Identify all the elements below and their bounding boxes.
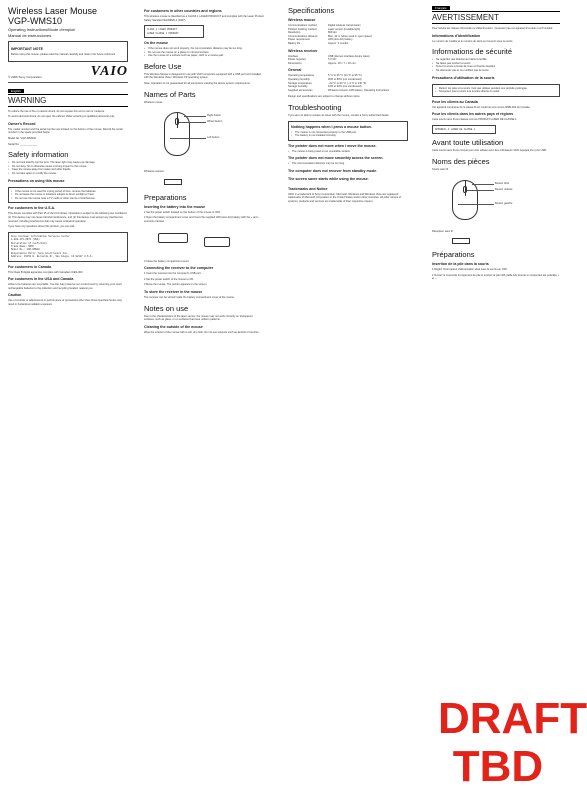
vaio-logo: VAIO [90,63,128,79]
list-item: • Do not use the mouse near a TV, radio or other source of interference. [11,197,125,201]
troubleshooting-intro: If you are not able to resolve an issue with the mouse, contact a Sony authorized dealer. [288,113,390,117]
contact-line: Trade Name: SONY [11,244,34,248]
spec-value: 10% to 90% (not condensed) [328,85,362,89]
europe-text: This wireless mouse is classified as a CLASS 1 LASER PRODUCT and complies with the Laser Product Safety Standard IEC60825-1 (2007). [144,15,264,22]
bouton-molette-label: Bouton molette [495,187,513,191]
spec-row [288,42,408,46]
column-specifications [288,6,408,794]
receiver-diagram [144,177,264,189]
notes-use-text: Due to the characteristics of the laser sensor, the mouse may not work correctly on transparent surfaces, such as glass, or on surfaces that have uniform patterns. [144,314,253,322]
bouton-droit-label: Bouton droit [495,181,509,185]
storage-text: The receiver can be stored inside the battery compartment cover of the mouse. [144,295,235,299]
trademarks-heading: Trademarks and Notice [288,186,328,191]
prep-step: 3 Close the battery compartment cover. [144,259,190,263]
battery-cover-shape [204,237,230,247]
precautions-heading: Precautions on using this mouse [8,178,65,183]
spec-key: Storage temperature [288,81,312,85]
prep-step-fr: 2 Ouvrez le couvercle du logement de pile et insérez la pile LR6 (taille AA) fournie en respectant les polarités + et −. [432,273,560,281]
list-item: • N'exposez pas la souris à la lumière directe du soleil. [435,90,557,94]
spec-value: Approx. 18 × 7 × 46 mm [328,61,356,65]
tbd-watermark: TBD [452,742,544,791]
mouse-diagram-fr [432,174,560,226]
spec-key: Dimensions [288,61,302,65]
europe-heading: For customers in other countries and regions [144,9,222,13]
document-subtitle-2: Manual de instrucciones [8,33,52,38]
draft-watermark: DRAFT [438,694,587,743]
list-item: • Ne regardez pas directement dans la lentille. [432,58,560,62]
spec-key: Position tracking method [288,27,317,31]
list-item: • Retirez les piles si la souris n'est pas utilisée pendant une période prolongée. [435,87,557,91]
preparations-fr-heading: Préparations [432,250,475,260]
contact-heading: If you have any questions about this product, you can call: [8,225,75,229]
connect-step: 2 Set the power switch of the mouse to ON. [144,277,195,281]
canada-heading: For customers in Canada [8,264,52,269]
cleaning-text: Wipe the exterior of the mouse with a soft, dry cloth. Do not use solvents such as alcohol or benzine. [144,330,260,334]
spec-key: Communications method [288,24,317,27]
safety-list [8,161,128,175]
list-item: • The communication distance may be too long. [288,162,408,166]
trouble-question: The screen saver starts while using the mouse. [288,176,369,181]
spec-key: Operating temperature [288,74,315,78]
contact-line: Address: 16450 W. Bernardo Dr, San Diego, CA 92127 U.S.A. [11,255,93,259]
declaration-box [8,232,128,262]
serial-number: Serial No. ____________ [8,142,38,146]
spec-value: Laser sensor (invisible light) [328,27,361,31]
list-item: • The battery is not installed correctly. [291,134,405,138]
safety-heading: Safety information [8,150,69,160]
specifications-heading: Specifications [288,6,335,15]
spec-value: 800 dpi [328,31,337,35]
callout-line [458,204,494,205]
list-item: • Ne démontez pas et ne modifiez pas la souris. [432,69,560,73]
trouble-question: The computer does not recover from standby mode. [288,168,378,173]
right-button-label: Right button [207,114,221,118]
recepteur-label: Récepteur sans fil [432,229,453,233]
list-item: • The mouse is not connected properly to the USB port. [291,131,405,135]
list-item: • If the mouse does not work properly, the communication distance may be too long. [144,47,264,51]
prep-step-fr: 1 Réglez l'interrupteur d'alimentation situé sous la souris sur OFF. [432,268,508,272]
spec-value: 5 V DC [328,58,337,62]
fcc-heading: For customers in the U.S.A. [8,206,56,211]
spec-key: Resolution [288,31,301,35]
receiver-diagram-fr [432,236,560,246]
precautions-box [8,187,128,204]
disposal-heading: For customers in the USA and Canada [8,277,74,282]
trouble-question: Nothing happens when I press a mouse button. [291,124,372,129]
spec-key: Communications distance [288,34,318,38]
receiver-shape [164,179,182,185]
spec-row [288,62,408,66]
noms-heading: Noms des pièces [432,156,490,166]
cleaning-heading: Cleaning the outside of the mouse [144,324,203,329]
spec-group-receiver: Wireless receiver [288,48,318,53]
spec-value: 20% to 80% (not condensed) [328,77,362,81]
warning-heading: WARNING [8,94,128,107]
trademarks-text: VAIO is a trademark of Sony Corporation. Microsoft, Windows and Windows Vista are registered trademarks of Microsoft Corporation in the United States and/or other countries. All other names of systems, products and services are trademarks of their respective owners. [288,192,401,204]
storage-heading: To store the receiver in the mouse [144,289,203,294]
spec-key: Supplied accessories [288,88,313,92]
laser-label: CLASS 1 LASER PRODUCT [147,28,178,32]
mouse-notes-heading: On the mouse [144,41,168,45]
list-item: • If the mouse is not used for a long period of time, remove the batteries. [11,190,125,194]
column-english-middle [144,6,264,794]
battery-shape [158,233,188,243]
identification-heading: Informations d'identification [432,33,481,38]
brand-row [8,65,128,79]
troubleshooting-box [288,121,408,141]
spec-value: 5 °C to 35 °C (41 °F to 95 °F) [328,74,362,78]
owners-record-heading: Owner's Record [8,121,36,126]
laser-label-box [144,25,204,38]
spec-key: Power required [288,58,306,62]
callout-line [170,138,206,139]
callout-line [179,122,206,123]
securite-heading: Informations de sécurité [432,47,513,57]
prep-step: 1 Set the power switch located on the bottom of the mouse to OFF. [144,210,221,214]
important-label: IMPORTANT NOTE [11,47,44,51]
owners-record-text: The model number and the serial number are located on the bottom of the mouse. Record the serial number in the space provided below. [8,127,123,135]
prep-step: 2 Open the battery compartment cover and insert the supplied LR6 (size AA) battery with the + and − correctly oriented. [144,216,260,223]
preparations-fr-sub: Insertion de la pile dans la souris [432,262,489,267]
precautions-fr-box [432,84,560,97]
troubleshooting-heading: Troubleshooting [288,102,342,112]
important-text: Before using this mouse, please read this manual carefully and retain it for future reference. [11,53,116,56]
laser-label-fr-box [432,125,496,134]
fcc-text: This device complies with Part 15 of the FCC Rules. Operation is subject to the following two conditions: (1) This device may not cause harmful interference, and (2) this device must accept any interference received, including interference that may cause undesired operation. [8,212,128,223]
product-model: VGP-WMS10 [8,16,63,26]
list-item: • Ne faites pas tomber la souris. [432,62,560,66]
list-item: • The mouse is being used on an unsuitable surface. [288,150,408,154]
preparations-subheading: Inserting the battery into the mouse [144,204,206,209]
spec-value: −20 °C to 60 °C (−4 °F to 140 °F) [328,81,367,85]
europe-fr-text: Cette souris sans fil est classée comme PRODUIT LASER DE CLASSE 1. [432,118,518,122]
column-english-front [8,6,128,794]
spec-note: Design and specifications are subject to change without notice. [288,95,361,99]
contact-line: Sony Customer Information Services Center [11,234,70,238]
callout-line [467,190,494,191]
wheel-button-label: Wheel button [207,120,223,124]
spec-key: Operating humidity [288,77,310,81]
contact-line: Model No.: VGP-WMS10 [11,248,40,252]
laser-label-2: LASER KLASSE 1 PRODUKT [147,31,179,35]
avant-heading: Avant toute utilisation [432,138,504,148]
list-item: • Do not leave the mouse in locations subject to direct sunlight or heat. [11,193,125,197]
identification-text: Le numéro de modèle et le numéro de série se trouvent sous la souris. [432,39,514,43]
list-item: • Tenez la souris à l'écart de l'eau et d'autres liquides. [432,65,560,69]
warning-text: To reduce the risk of fire or electric shock, do not expose this unit to rain or moisture. [8,109,105,113]
avant-text: Cette souris sans fil est conçue pour être utilisée avec des ordinateurs VAIO équipés d'un port USB. [432,149,547,153]
list-item: • Do not look directly into the lens. The laser light may cause eye damage. [8,161,128,165]
spec-row [288,89,408,93]
spec-value: Approx. 3 months [328,41,349,45]
avertissement-text: Pour réduire les risques d'incendie ou d'électrocution, n'exposez pas cet appareil à la pluie ni à l'humidité. [432,27,554,30]
canada-fr-heading: Pour les clients au Canada [432,99,478,104]
product-title: Wireless Laser Mouse [8,6,98,16]
europe-fr-heading: Pour les clients dans les autres pays et régions [432,112,514,117]
important-note-box [8,41,128,62]
canada-fr-text: Cet appareil numérique de la classe B est conforme à la norme NMB-003 du Canada. [432,105,531,109]
canada-text: This Class B digital apparatus complies with Canadian ICES-003. [8,270,84,274]
contact-line: Responsible Party: Sony Electronics Inc. [11,251,69,255]
list-item: • Keep the mouse away from water and other liquids. [8,168,128,172]
copyright: © 2006 Sony Corporation [8,74,42,79]
bouton-gauche-label: Bouton gauche [495,201,513,205]
precautions-fr-heading: Précautions d'utilisation de la souris [432,75,495,80]
before-use-heading: Before Use [144,61,182,71]
left-button-label: Left button [207,136,220,140]
document-subtitle: Operating Instructions/Mode d'emploi/ [8,27,76,32]
spec-group-general: General [288,68,302,73]
model-number: Model No. VGP-WMS10 [8,136,37,140]
contact-line: 1-888-476-6972 (USA) [11,238,40,242]
connect-step: 1 Insert the receiver into the computer's USB port. [144,272,202,276]
callout-line [184,116,206,117]
souris-label: Souris sans fil [432,167,449,171]
warning-text-2: To avoid electrical shock, do not open the cabinet. Refer servicing to qualified personnel only. [8,115,115,119]
before-use-note: Note: Operation is not guaranteed for all computers meeting the above system requirements. [144,81,251,85]
preparations-heading: Preparations [144,192,187,202]
list-item: • Do not use the mouse on a glass or mirrored surface. [144,51,264,55]
divider [8,82,128,83]
spec-value: LR6 (size AA) battery [328,38,353,42]
trouble-question: The pointer does not move smoothly across the screen. [288,156,384,161]
list-item: • Use the mouse on a surface such as paper, cloth or a mouse pad. [144,54,264,58]
caution-heading: Caution [8,293,22,298]
receiver-shape [452,238,470,244]
spec-value: Max. 10 m (when used in open space) [328,34,372,38]
caution-text: Use of controls or adjustments or performance of procedures other than those specified herein may result in hazardous radiation exposure. [8,299,122,306]
spec-value: USB (Human interface device class) [328,54,370,58]
trouble-question: The pointer does not move when I move the mouse. [288,143,377,148]
spec-key: Power requirement [288,38,310,42]
connect-step: 3 Move the mouse. The pointer appears on the screen. [144,283,208,287]
battery-diagram [144,227,264,257]
language-tag-english: English [8,89,24,93]
spec-group-mouse: Wireless mouse [288,18,316,22]
names-of-parts-heading: Names of Parts [144,89,196,99]
spec-value: Wireless receiver, LR6 battery, Operating Instructions [328,88,390,92]
notes-use-heading: Notes on use [144,303,189,313]
receiver-label: Wireless receiver [144,170,164,174]
column-french [432,6,587,794]
before-use-text: This Wireless Mouse is designed for use with VAIO computers equipped with a USB port and installed with the Windows Vista / Windows XP operating system. [144,72,261,80]
mouse-diagram [144,106,264,166]
list-item: • Do not take apart or modify the mouse. [8,172,128,176]
connect-heading: Connecting the receiver to the computer [144,266,214,271]
spec-key: Interface [288,54,299,58]
laser-label-fr: APPAREIL À LASER DE CLASSE 1 [435,127,476,131]
spec-value: Digital wireless transmission [328,24,361,27]
wireless-mouse-label: Wireless mouse [144,100,163,104]
spec-key: Storage humidity [288,85,308,89]
callout-line [472,184,494,185]
list-item: • Do not drop, hit or otherwise cause a strong impact to the mouse. [8,165,128,169]
avertissement-heading: AVERTISSEMENT [432,11,560,24]
disposal-text: Lithium-Ion batteries are recyclable. You can help preserve our environment by returning your used rechargeable batteries to the collection and recycling location nearest you. [8,283,122,290]
contact-line: Declaration of Conformity [11,241,47,245]
language-tag-french: Français [432,6,450,10]
spec-key: Battery life [288,41,301,45]
